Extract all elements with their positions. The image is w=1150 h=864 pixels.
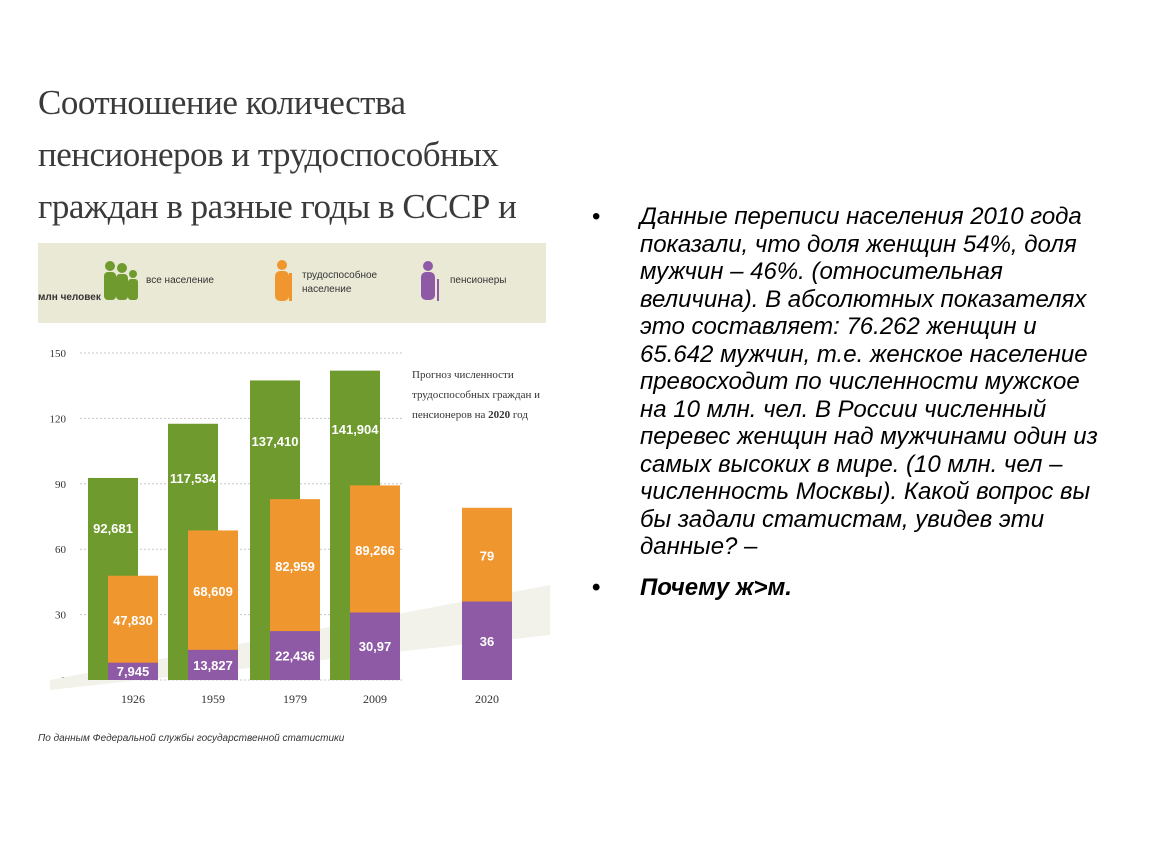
pensioner-data-label: 22,436 [275,648,315,664]
total-data-label: 141,904 [331,422,379,438]
y-tick-label: 150 [49,348,66,360]
x-tick-label: 1926 [121,692,145,706]
family-icon [100,259,140,303]
forecast-note [412,365,542,425]
forecast-note-suffix: год [510,409,528,421]
legend-item-pensioners [416,259,530,303]
bullet-text: Почему ж>м. [640,573,792,601]
y-tick-label: 120 [49,413,66,426]
y-tick-label: 90 [55,478,66,491]
x-tick-label: 1979 [283,692,307,706]
legend-item-working [270,259,382,307]
x-tick-label: 1959 [201,692,225,706]
legend-label-pensioners: пенсионеры [450,275,507,286]
x-tick-label: 2020 [475,692,499,706]
bullet-item [588,203,1108,561]
forecast-note-year: 2020 [488,409,511,421]
worker-icon [270,259,296,307]
total-data-label: 92,681 [93,520,133,536]
bullet-mark: • [592,203,601,230]
pensioner-data-label: 13,827 [193,657,233,673]
y-tick-label: 30 [55,609,66,622]
bullet-item [588,574,1108,602]
x-tick-label: 2009 [363,692,387,706]
chart-title: Соотношение количества пенсионеров и трудоспособных граждан в разные годы в СССР и [38,83,517,226]
legend-item-total [100,259,226,303]
working-data-label: 89,266 [355,542,395,558]
forecast-note-text: Прогноз численности трудоспособных граждан и пенсионеров на [412,369,541,421]
working-data-label: 47,830 [113,613,153,629]
chart-figure [30,65,550,775]
pensioner-data-label: 30,97 [358,639,392,655]
legend-label-total: все население [146,275,214,286]
working-data-label: 79 [479,548,495,564]
pensioner-icon [416,259,444,303]
pensioner-data-label: 7,945 [116,664,150,679]
total-data-label: 117,534 [169,471,217,487]
bullet-list [588,203,1108,601]
legend-label-working: трудоспособное население [302,270,378,295]
bullet-mark: • [592,573,601,601]
bullet-text: Данные переписи населения 2010 года показали, что доля женщин 54%, доля мужчин – 46%. (относительная величина). В абсолютных показателях это составляет: 76.262 женщин и 65.642 мужчин, т.е. женское население превосходит по численности мужское на 10 млн. чел. В России численный перевес женщин над мужчинами один из самых высоких в мире. (10 млн. чел – численность Москвы). Какой вопрос вы бы задали статистам, увидев эти данные? – [640,203,1098,560]
legend-band [38,243,546,323]
working-data-label: 82,959 [275,559,315,575]
total-data-label: 137,410 [251,433,299,449]
working-data-label: 68,609 [193,584,233,600]
source-note: По данным Федеральной службы государственной статистики [38,733,345,744]
y-axis-unit-label: млн человек [38,292,101,303]
pensioner-data-label: 36 [479,633,495,649]
y-tick-label: 60 [55,544,66,557]
